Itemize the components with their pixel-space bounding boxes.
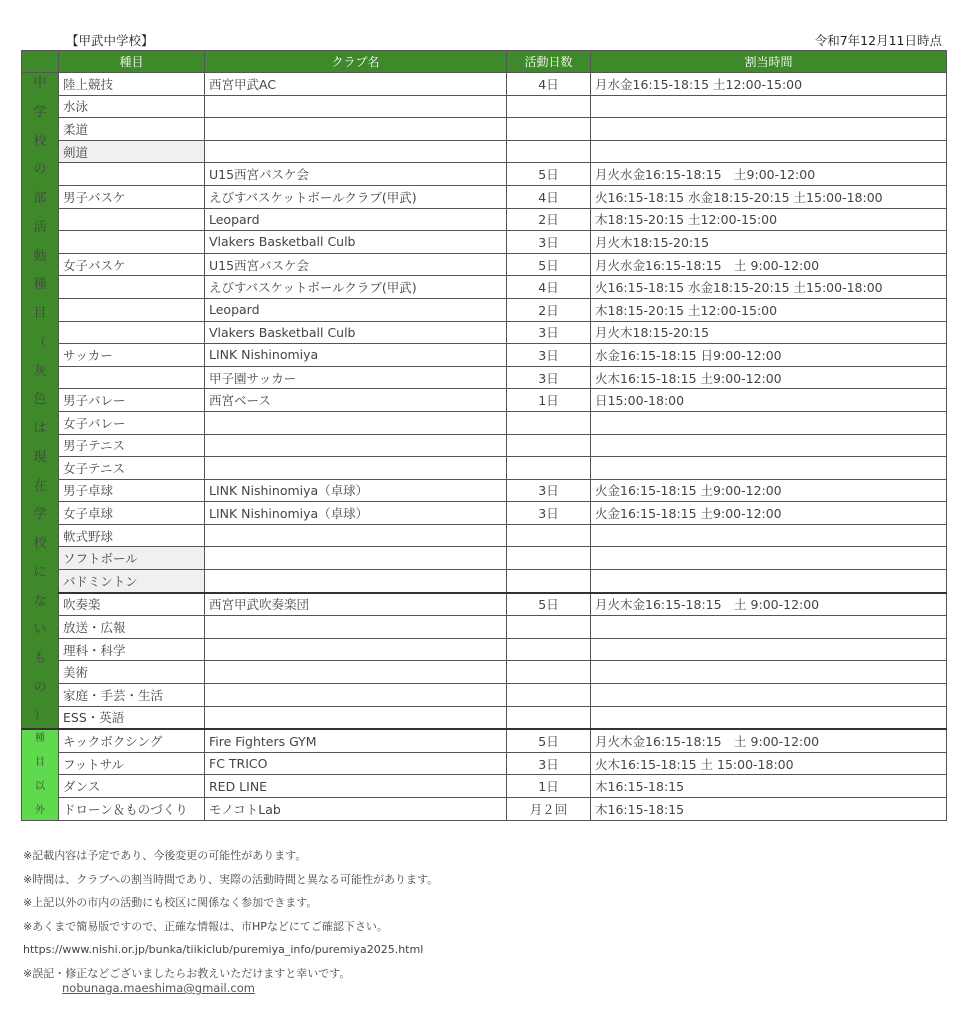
side-label-char: 種: [35, 733, 45, 745]
side-label-char: 種: [33, 277, 47, 293]
table-row: [22, 798, 947, 821]
table-row: [22, 411, 947, 434]
side-label-char: 外: [35, 804, 45, 816]
table-row: [22, 231, 947, 254]
side-label-char: （: [33, 334, 47, 350]
table-row: [22, 729, 947, 752]
sport-cell: 剣道: [59, 140, 205, 163]
days-cell: [507, 616, 591, 639]
side-label-char: も: [33, 651, 47, 666]
table-row: [22, 524, 947, 547]
sport-cell: 男子卓球: [59, 479, 205, 502]
time-cell: 木16:15-18:15: [591, 798, 947, 821]
club-cell: LINK Nishinomiya: [205, 344, 507, 367]
club-cell: Vlakers Basketball Culb: [205, 231, 507, 254]
time-cell: 火金16:15-18:15 土9:00-12:00: [591, 502, 947, 525]
table-header-row: [22, 51, 947, 73]
club-table: [21, 50, 947, 821]
days-cell: 4日: [507, 73, 591, 96]
club-cell: えびすバスケットボールクラブ(甲武): [205, 185, 507, 208]
table-row: [22, 73, 947, 96]
club-cell: FC TRICO: [205, 752, 507, 775]
days-cell: [507, 457, 591, 480]
table-row: [22, 344, 947, 367]
side-label-char: 色: [33, 392, 47, 408]
table-row: [22, 298, 947, 321]
club-cell: [205, 457, 507, 480]
sport-cell: [59, 208, 205, 231]
club-cell: モノコトLab: [205, 798, 507, 821]
note-line: ※記載内容は予定であり、今後変更の可能性があります。: [23, 849, 307, 862]
club-cell: [205, 684, 507, 707]
table-row: [22, 661, 947, 684]
sport-cell: ドローン＆ものづくり: [59, 798, 205, 821]
time-cell: [591, 547, 947, 570]
table-row: [22, 389, 947, 412]
club-cell: Leopard: [205, 298, 507, 321]
note-line: ※あくまで簡易版ですので、正確な情報は、市HPなどにてご確認下さい。: [23, 919, 388, 933]
days-cell: [507, 684, 591, 707]
sport-cell: 水泳: [59, 95, 205, 118]
table-row: [22, 253, 947, 276]
time-cell: [591, 661, 947, 684]
club-cell: 西宮甲武AC: [205, 73, 507, 96]
sport-cell: 家庭・手芸・生活: [59, 684, 205, 707]
days-cell: [507, 706, 591, 729]
table-row: [22, 434, 947, 457]
club-cell: 甲子園サッカー: [205, 366, 507, 389]
time-cell: 木16:15-18:15: [591, 775, 947, 798]
sport-cell: 男子バレー: [59, 389, 205, 412]
days-cell: 2日: [507, 298, 591, 321]
club-cell: [205, 411, 507, 434]
sport-cell: 放送・広報: [59, 616, 205, 639]
table-row: [22, 276, 947, 299]
time-cell: [591, 524, 947, 547]
table-row: [22, 366, 947, 389]
table-row: [22, 163, 947, 186]
time-cell: 火16:15-18:15 水金18:15-20:15 土15:00-18:00: [591, 185, 947, 208]
table-row: [22, 775, 947, 798]
club-cell: [205, 524, 507, 547]
sport-cell: [59, 276, 205, 299]
days-cell: 4日: [507, 276, 591, 299]
note-line: ※時間は、クラブへの割当時間であり、実際の活動時間と異なる可能性があります。: [23, 872, 439, 886]
side-label-char: 在: [33, 478, 47, 494]
club-cell: RED LINE: [205, 775, 507, 798]
header-club: クラブ名: [205, 51, 507, 73]
sport-cell: [59, 231, 205, 254]
note-line: ※上記以外の市内の活動にも校区に関係なく参加できます。: [23, 896, 318, 909]
sport-cell: 陸上競技: [59, 73, 205, 96]
days-cell: [507, 638, 591, 661]
header-sport: 種目: [59, 51, 205, 73]
club-cell: U15西宮バスケ会: [205, 163, 507, 186]
school-name: 【甲武中学校】: [66, 33, 154, 48]
club-cell: [205, 140, 507, 163]
side-label-char: に: [33, 564, 47, 580]
time-cell: [591, 457, 947, 480]
sport-cell: 女子テニス: [59, 457, 205, 480]
days-cell: 1日: [507, 389, 591, 412]
side-label-char: 校: [33, 536, 47, 551]
time-cell: 月火木金16:15-18:15 土 9:00-12:00: [591, 593, 947, 616]
days-cell: 3日: [507, 366, 591, 389]
club-cell: 西宮ベース: [205, 389, 507, 412]
sport-cell: 美術: [59, 661, 205, 684]
time-cell: 水金16:15-18:15 日9:00-12:00: [591, 344, 947, 367]
time-cell: 月火水金16:15-18:15 土 9:00-12:00: [591, 253, 947, 276]
days-cell: [507, 547, 591, 570]
header-corner: [22, 51, 59, 73]
notes: [23, 844, 438, 985]
club-cell: 西宮甲武吹奏楽団: [205, 593, 507, 616]
sport-cell: 柔道: [59, 118, 205, 141]
time-cell: 月火木18:15-20:15: [591, 321, 947, 344]
time-cell: 火木16:15-18:15 土 15:00-18:00: [591, 752, 947, 775]
side-label-char: 以: [35, 780, 45, 792]
sport-cell: 女子卓球: [59, 502, 205, 525]
sport-cell: 男子テニス: [59, 434, 205, 457]
club-cell: LINK Nishinomiya（卓球）: [205, 479, 507, 502]
sport-cell: [59, 298, 205, 321]
days-cell: [507, 524, 591, 547]
table-row: [22, 616, 947, 639]
club-cell: えびすバスケットボールクラブ(甲武): [205, 276, 507, 299]
club-cell: [205, 661, 507, 684]
side-label-char: い: [33, 622, 47, 638]
time-cell: 火16:15-18:15 水金18:15-20:15 土15:00-18:00: [591, 276, 947, 299]
club-cell: [205, 706, 507, 729]
days-cell: 月２回: [507, 798, 591, 821]
side-label-char: 部: [33, 191, 47, 206]
club-cell: [205, 638, 507, 661]
time-cell: 月火水金16:15-18:15 土9:00-12:00: [591, 163, 947, 186]
side-label-char: 校: [33, 133, 47, 149]
club-cell: [205, 616, 507, 639]
days-cell: [507, 140, 591, 163]
club-cell: LINK Nishinomiya（卓球）: [205, 502, 507, 525]
club-cell: [205, 547, 507, 570]
time-cell: 月火木金16:15-18:15 土 9:00-12:00: [591, 729, 947, 752]
table-row: [22, 185, 947, 208]
club-cell: Fire Fighters GYM: [205, 729, 507, 752]
days-cell: 1日: [507, 775, 591, 798]
sport-cell: ESS・英語: [59, 706, 205, 729]
days-cell: 4日: [507, 185, 591, 208]
sport-cell: [59, 366, 205, 389]
club-cell: [205, 570, 507, 593]
table-row: [22, 593, 947, 616]
days-cell: 5日: [507, 253, 591, 276]
table-row: [22, 684, 947, 707]
days-cell: [507, 411, 591, 434]
club-cell: [205, 95, 507, 118]
side-label-char: の: [33, 679, 47, 695]
sport-cell: サッカー: [59, 344, 205, 367]
days-cell: 3日: [507, 752, 591, 775]
table-row: [22, 118, 947, 141]
sport-cell: 吹奏楽: [59, 593, 205, 616]
side-label-char: 活: [33, 219, 47, 235]
club-cell: [205, 118, 507, 141]
side-label-char: な: [33, 593, 47, 609]
days-cell: [507, 118, 591, 141]
side-label-char: 中: [33, 76, 47, 91]
sport-cell: フットサル: [59, 752, 205, 775]
days-cell: 2日: [507, 208, 591, 231]
club-cell: Vlakers Basketball Culb: [205, 321, 507, 344]
days-cell: 5日: [507, 729, 591, 752]
side-label-char: 学: [33, 507, 47, 523]
club-cell: [205, 434, 507, 457]
sport-cell: [59, 163, 205, 186]
table-row: [22, 638, 947, 661]
side-label-char: 目: [35, 757, 45, 768]
table-row: [22, 208, 947, 231]
time-cell: [591, 118, 947, 141]
days-cell: [507, 95, 591, 118]
sport-cell: 女子バスケ: [59, 253, 205, 276]
sport-cell: ダンス: [59, 775, 205, 798]
sport-cell: 理科・科学: [59, 638, 205, 661]
sport-cell: 女子バレー: [59, 411, 205, 434]
note-line: ※誤記・修正などございましたらお教えいただけますと幸いです。: [23, 966, 351, 980]
time-cell: 木18:15-20:15 土12:00-15:00: [591, 298, 947, 321]
days-cell: 3日: [507, 344, 591, 367]
days-cell: [507, 570, 591, 593]
club-cell: Leopard: [205, 208, 507, 231]
days-cell: [507, 434, 591, 457]
time-cell: [591, 570, 947, 593]
side-label-char: 学: [33, 104, 47, 120]
time-cell: [591, 411, 947, 434]
table-row: [22, 140, 947, 163]
time-cell: 日15:00-18:00: [591, 389, 947, 412]
table-row: [22, 479, 947, 502]
days-cell: 3日: [507, 479, 591, 502]
days-cell: 3日: [507, 321, 591, 344]
table-row: [22, 457, 947, 480]
time-cell: [591, 434, 947, 457]
time-cell: [591, 706, 947, 729]
side-label-char: の: [33, 162, 47, 178]
time-cell: [591, 95, 947, 118]
days-cell: 5日: [507, 163, 591, 186]
sport-cell: キックボクシング: [59, 729, 205, 752]
table-row: [22, 706, 947, 729]
table-row: [22, 502, 947, 525]
time-cell: [591, 140, 947, 163]
header-days: 活動日数: [507, 51, 591, 73]
time-cell: 火金16:15-18:15 土9:00-12:00: [591, 479, 947, 502]
side-label-school: [22, 73, 59, 730]
time-cell: 火木16:15-18:15 土9:00-12:00: [591, 366, 947, 389]
side-label-char: 現: [33, 449, 47, 465]
sport-cell: 軟式野球: [59, 524, 205, 547]
side-label-char: ）: [33, 708, 47, 724]
side-label-char: 目: [33, 306, 47, 321]
header-time: 割当時間: [591, 51, 947, 73]
contact-email-link[interactable]: nobunaga.maeshima@gmail.com: [62, 981, 255, 995]
sport-cell: 男子バスケ: [59, 185, 205, 208]
table-row: [22, 95, 947, 118]
side-label-char: 動: [33, 248, 47, 264]
table-row: [22, 570, 947, 593]
sport-cell: ソフトボール: [59, 547, 205, 570]
sport-cell: [59, 321, 205, 344]
days-cell: 5日: [507, 593, 591, 616]
time-cell: 月水金16:15-18:15 土12:00-15:00: [591, 73, 947, 96]
days-cell: 3日: [507, 231, 591, 254]
club-cell: U15西宮バスケ会: [205, 253, 507, 276]
time-cell: 月火木18:15-20:15: [591, 231, 947, 254]
time-cell: [591, 638, 947, 661]
side-label-char: 灰: [33, 363, 47, 379]
table-row: [22, 547, 947, 570]
table-row: [22, 321, 947, 344]
time-cell: 木18:15-20:15 土12:00-15:00: [591, 208, 947, 231]
table-row: [22, 752, 947, 775]
time-cell: [591, 616, 947, 639]
note-line[interactable]: https://www.nishi.or.jp/bunka/tiikiclub/puremiya_info/puremiya2025.html: [23, 943, 424, 956]
side-label-other: [22, 729, 59, 820]
days-cell: 3日: [507, 502, 591, 525]
sport-cell: バドミントン: [59, 570, 205, 593]
time-cell: [591, 684, 947, 707]
days-cell: [507, 661, 591, 684]
side-label-char: は: [33, 421, 47, 436]
as-of-date: 令和7年12月11日時点: [814, 33, 942, 48]
